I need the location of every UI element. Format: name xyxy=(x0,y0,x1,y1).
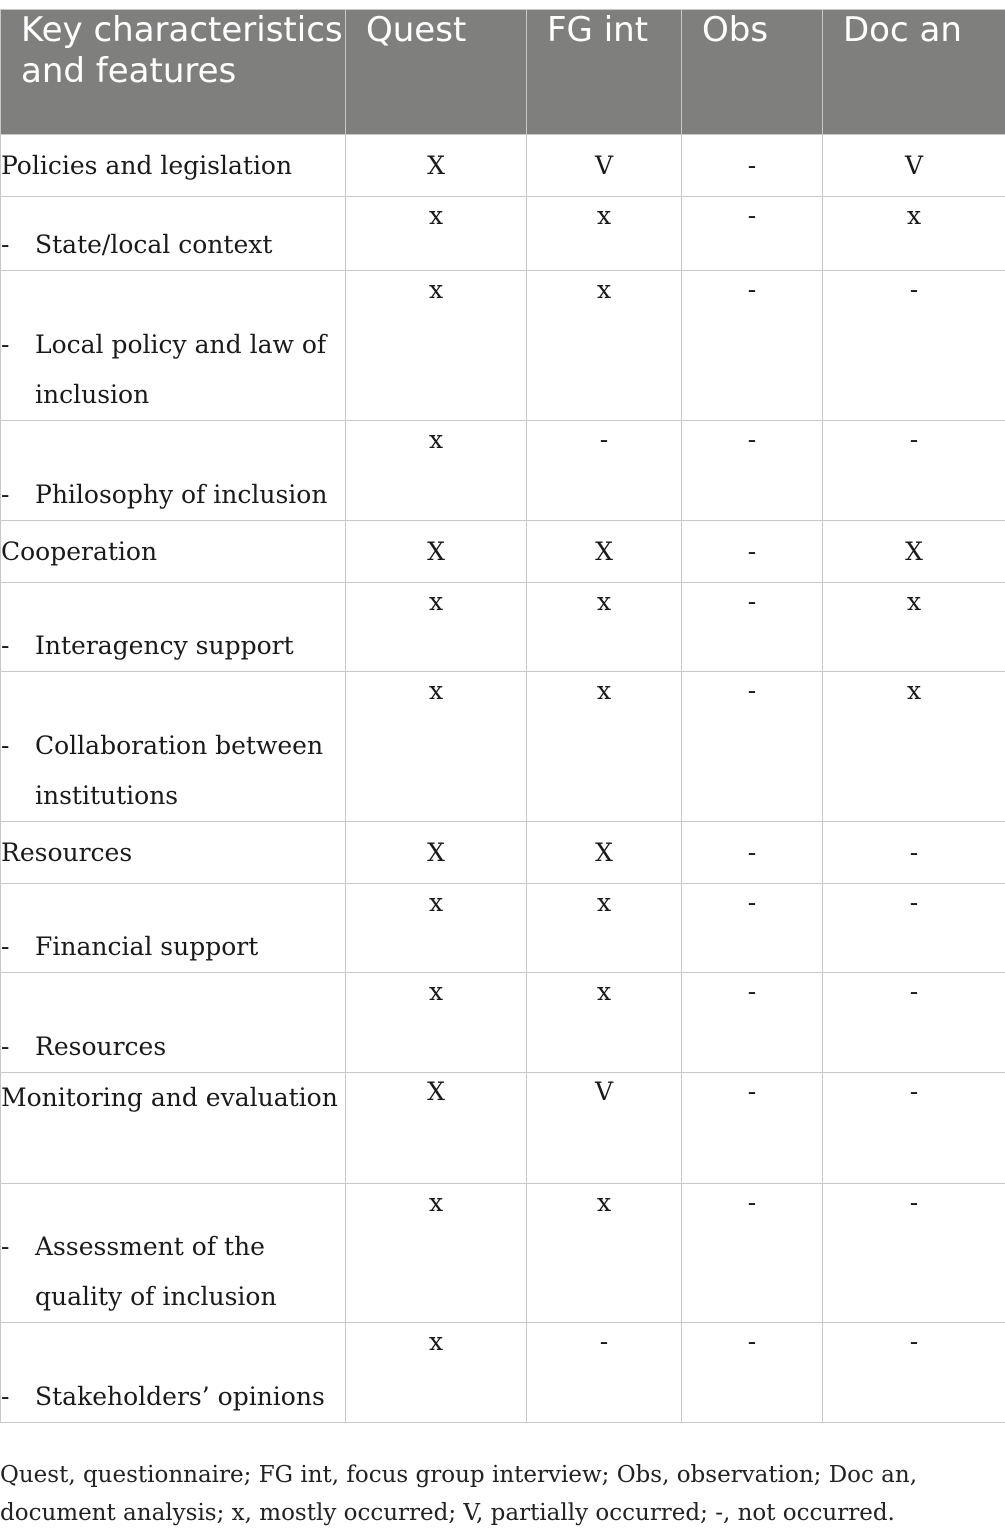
cell-quest: x xyxy=(346,1323,527,1423)
row-label: Resources xyxy=(1,822,346,884)
cell-fg-int: V xyxy=(527,1073,682,1184)
cell-doc-an: - xyxy=(823,271,1005,421)
row-label xyxy=(1,271,346,421)
table-body xyxy=(1,135,1005,1423)
cell-fg-int: x xyxy=(527,1184,682,1323)
table-row xyxy=(1,1323,1005,1423)
row-label: Policies and legislation xyxy=(1,135,346,197)
cell-fg-int: x xyxy=(527,197,682,271)
header-fg-int: FG int xyxy=(527,10,682,135)
row-label-text: Resources xyxy=(35,1032,167,1061)
row-label-text: Interagency support xyxy=(35,631,294,660)
cell-obs: - xyxy=(682,822,823,884)
cell-fg-int: x xyxy=(527,672,682,822)
cell-quest: X xyxy=(346,1073,527,1184)
cell-doc-an: - xyxy=(823,1073,1005,1184)
row-label-text: Local policy and law of inclusion xyxy=(35,330,327,409)
cell-doc-an: - xyxy=(823,822,1005,884)
table-row xyxy=(1,197,1005,271)
cell-fg-int: x xyxy=(527,884,682,973)
bullet-dash: - xyxy=(1,731,10,760)
cell-fg-int: X xyxy=(527,521,682,583)
table-header xyxy=(1,10,1005,135)
header-row xyxy=(1,10,1005,135)
cell-obs: - xyxy=(682,1323,823,1423)
row-label-text: Financial support xyxy=(35,932,259,961)
row-label xyxy=(1,672,346,822)
cell-quest: x xyxy=(346,197,527,271)
cell-doc-an: V xyxy=(823,135,1005,197)
row-label: Cooperation xyxy=(1,521,346,583)
table-row xyxy=(1,421,1005,521)
cell-quest: X xyxy=(346,135,527,197)
table-row xyxy=(1,672,1005,822)
bullet-dash: - xyxy=(1,330,10,359)
header-quest: Quest xyxy=(346,10,527,135)
bullet-dash: - xyxy=(1,1382,10,1411)
header-key-characteristics: Key characteristics and features xyxy=(1,10,346,135)
cell-fg-int: - xyxy=(527,421,682,521)
row-label xyxy=(1,197,346,271)
bullet-dash: - xyxy=(1,631,10,660)
header-obs: Obs xyxy=(682,10,823,135)
cell-obs: - xyxy=(682,135,823,197)
cell-quest: x xyxy=(346,672,527,822)
cell-obs: - xyxy=(682,583,823,672)
cell-fg-int: x xyxy=(527,583,682,672)
cell-quest: x xyxy=(346,271,527,421)
bullet-dash: - xyxy=(1,932,10,961)
cell-fg-int: - xyxy=(527,1323,682,1423)
cell-quest: x xyxy=(346,583,527,672)
cell-obs: - xyxy=(682,197,823,271)
cell-obs: - xyxy=(682,421,823,521)
cell-doc-an: - xyxy=(823,1323,1005,1423)
cell-quest: x xyxy=(346,884,527,973)
table-row xyxy=(1,583,1005,672)
table-row xyxy=(1,1073,1005,1184)
bullet-dash: - xyxy=(1,230,10,259)
row-label xyxy=(1,421,346,521)
cell-doc-an: - xyxy=(823,973,1005,1073)
cell-quest: x xyxy=(346,421,527,521)
row-label-text: Stakeholders’ opinions xyxy=(35,1382,325,1411)
data-table xyxy=(0,9,1005,1423)
cell-fg-int: V xyxy=(527,135,682,197)
cell-quest: X xyxy=(346,521,527,583)
cell-obs: - xyxy=(682,1184,823,1323)
row-label-text: Collaboration between institutions xyxy=(35,731,324,810)
cell-doc-an: - xyxy=(823,1184,1005,1323)
cell-quest: x xyxy=(346,1184,527,1323)
bullet-dash: - xyxy=(1,480,10,509)
row-label: Monitoring and evaluation xyxy=(1,1073,346,1184)
cell-doc-an: - xyxy=(823,884,1005,973)
bullet-dash: - xyxy=(1,1232,10,1261)
row-label xyxy=(1,973,346,1073)
row-label xyxy=(1,583,346,672)
row-label-text: Assessment of the quality of inclusion xyxy=(35,1232,277,1311)
cell-obs: - xyxy=(682,521,823,583)
cell-doc-an: x xyxy=(823,672,1005,822)
cell-quest: x xyxy=(346,973,527,1073)
table-row xyxy=(1,521,1005,583)
table-row xyxy=(1,822,1005,884)
row-label-text: Philosophy of inclusion xyxy=(35,480,328,509)
row-label-text: State/local context xyxy=(35,230,273,259)
table-row xyxy=(1,135,1005,197)
cell-fg-int: x xyxy=(527,271,682,421)
bullet-dash: - xyxy=(1,1032,10,1061)
cell-doc-an: - xyxy=(823,421,1005,521)
row-label xyxy=(1,1184,346,1323)
cell-doc-an: X xyxy=(823,521,1005,583)
cell-fg-int: X xyxy=(527,822,682,884)
cell-obs: - xyxy=(682,973,823,1073)
cell-obs: - xyxy=(682,672,823,822)
cell-doc-an: x xyxy=(823,583,1005,672)
cell-obs: - xyxy=(682,884,823,973)
table-footnote: Quest, questionnaire; FG int, focus group interview; Obs, observation; Doc an, document analysis; x, mostly occurred; V, partially occurred; -, not occurred. xyxy=(0,1462,918,1526)
table-row xyxy=(1,973,1005,1073)
row-label xyxy=(1,884,346,973)
table-row xyxy=(1,1184,1005,1323)
header-doc-an: Doc an xyxy=(823,10,1005,135)
cell-fg-int: x xyxy=(527,973,682,1073)
cell-doc-an: x xyxy=(823,197,1005,271)
table-row xyxy=(1,271,1005,421)
cell-obs: - xyxy=(682,271,823,421)
table-row xyxy=(1,884,1005,973)
cell-obs: - xyxy=(682,1073,823,1184)
row-label xyxy=(1,1323,346,1423)
cell-quest: X xyxy=(346,822,527,884)
